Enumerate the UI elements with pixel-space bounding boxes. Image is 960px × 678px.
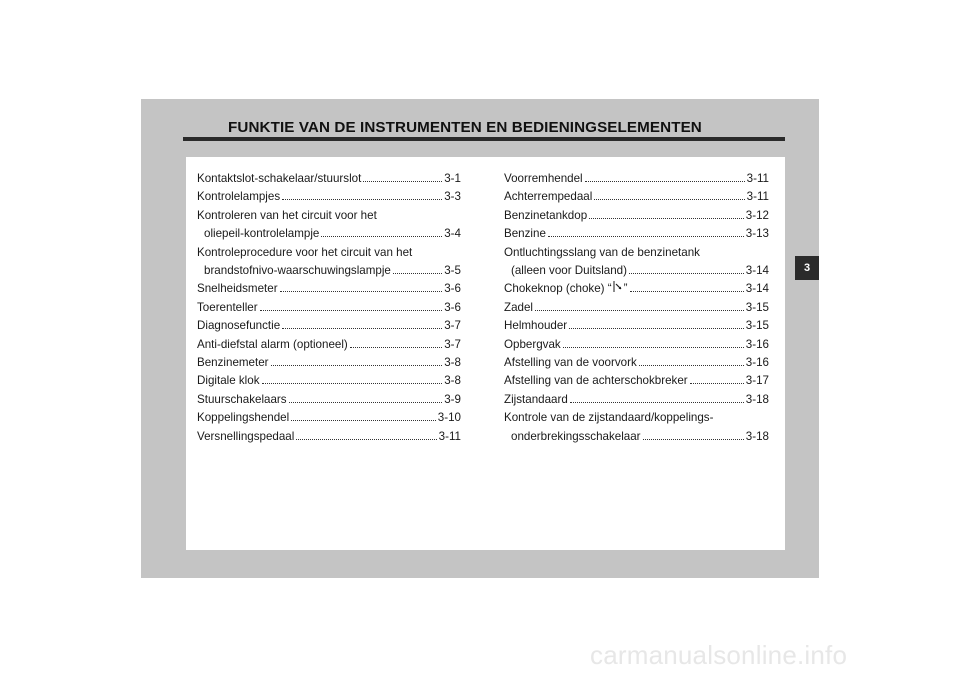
toc-leader-dots [289, 402, 443, 403]
toc-entry-label: onderbrekingsschakelaar [511, 429, 641, 443]
toc-leader-dots [630, 291, 744, 292]
toc-entry-label: Kontaktslot-schakelaar/stuurslot [197, 172, 362, 185]
toc-entry-label: Benzinemeter [197, 356, 269, 370]
toc-entry[interactable] [197, 262, 461, 280]
toc-leader-dots [282, 328, 442, 329]
toc-page-number: 3-15 [745, 319, 769, 333]
toc-entry-label: Opbergvak [504, 337, 561, 351]
toc-page-number: 3-10 [437, 411, 461, 425]
toc-entry-label: Toerenteller [197, 300, 258, 314]
toc-leader-dots [350, 347, 442, 348]
toc-entry[interactable] [504, 336, 769, 354]
toc-leader-dots [570, 402, 744, 403]
toc-page-number: 3-7 [444, 337, 461, 351]
toc-page-number: 3-8 [444, 374, 461, 388]
toc-entry[interactable] [197, 354, 461, 372]
toc-leader-dots [296, 439, 436, 440]
toc-page-number: 3-6 [444, 300, 461, 314]
toc-leader-dots [291, 420, 436, 421]
toc-entry-heading: Kontroleren van het circuit voor het [197, 208, 377, 222]
toc-page-number: 3-1 [444, 172, 461, 185]
toc-entry-label: Afstelling van de achterschokbreker [504, 374, 688, 388]
toc-leader-dots [282, 199, 442, 200]
toc-entry[interactable] [197, 317, 461, 335]
toc-page-number: 3-3 [444, 190, 461, 204]
toc-leader-dots [569, 328, 744, 329]
toc-leader-dots [629, 273, 744, 274]
toc-entry-label: Voorremhendel [504, 172, 583, 185]
toc-page-number: 3-12 [745, 208, 769, 222]
toc-entry-label: Zadel [504, 300, 534, 314]
toc-leader-dots [585, 181, 745, 182]
toc-leader-dots [535, 310, 744, 311]
toc-leader-dots [639, 365, 744, 366]
toc-leader-dots [594, 199, 744, 200]
toc-entry[interactable] [504, 280, 769, 298]
toc-panel [186, 157, 785, 550]
toc-entry-label: brandstofnivo-waarschuwingslampje [204, 264, 391, 278]
choke-icon [613, 280, 623, 291]
toc-entry-label-suffix: ” [623, 282, 628, 296]
toc-page-number: 3-11 [438, 429, 461, 443]
toc-entry-label: Diagnosefunctie [197, 319, 281, 333]
toc-entry-heading: Kontroleprocedure voor het circuit van het [197, 245, 413, 259]
toc-page-number: 3-11 [746, 190, 769, 204]
watermark-text: carmanualsonline.info [590, 640, 848, 670]
toc-page-number: 3-9 [444, 392, 461, 406]
toc-entry[interactable] [197, 372, 461, 390]
toc-entry[interactable] [504, 225, 769, 243]
toc-entry[interactable] [504, 170, 769, 188]
toc-entry-heading: Kontrole van de zijstandaard/koppelings- [504, 411, 714, 425]
toc-entry-label: oliepeil-kontrolelampje [204, 227, 320, 241]
toc-entry[interactable] [504, 207, 769, 225]
toc-entry-label: Afstelling van de voorvork [504, 356, 637, 370]
toc-page-number: 3-16 [745, 337, 769, 351]
toc-column-left [197, 170, 461, 446]
toc-entry-label: Helmhouder [504, 319, 568, 333]
toc-entry[interactable] [504, 428, 769, 446]
toc-leader-dots [321, 236, 442, 237]
toc-page-number: 3-4 [444, 227, 461, 241]
toc-page-number: 3-5 [444, 264, 461, 278]
toc-leader-dots [363, 181, 442, 182]
toc-entry[interactable] [504, 391, 769, 409]
toc-leader-dots [548, 236, 744, 237]
toc-entry[interactable] [197, 188, 461, 206]
toc-page-number: 3-7 [444, 319, 461, 333]
toc-entry-label: Achterrempedaal [504, 190, 593, 204]
toc-leader-dots [690, 383, 744, 384]
toc-leader-dots [393, 273, 442, 274]
toc-entry[interactable] [197, 391, 461, 409]
toc-column-right [504, 170, 769, 446]
toc-entry-label: Benzine [504, 227, 546, 241]
toc-page-number: 3-14 [745, 282, 769, 296]
toc-entry[interactable] [504, 299, 769, 317]
toc-entry[interactable] [504, 188, 769, 206]
toc-page-number: 3-14 [745, 264, 769, 278]
toc-entry[interactable] [197, 336, 461, 354]
toc-leader-dots [271, 365, 443, 366]
title-underline [183, 137, 785, 141]
toc-page-number: 3-6 [444, 282, 461, 296]
toc-leader-dots [643, 439, 744, 440]
toc-entry[interactable] [504, 317, 769, 335]
toc-entry[interactable] [197, 299, 461, 317]
toc-leader-dots [262, 383, 443, 384]
toc-page-number: 3-16 [745, 356, 769, 370]
toc-leader-dots [260, 310, 443, 311]
toc-entry-label: Snelheidsmeter [197, 282, 278, 296]
toc-entry[interactable] [197, 225, 461, 243]
toc-page-number: 3-13 [745, 227, 769, 241]
toc-entry[interactable] [197, 170, 461, 188]
chapter-tab[interactable]: 3 [795, 256, 819, 280]
toc-entry-heading: Ontluchtingsslang van de benzinetank [504, 245, 700, 259]
toc-entry-label: Anti-diefstal alarm (optioneel) [197, 337, 348, 351]
toc-entry-label: (alleen voor Duitsland) [511, 264, 627, 278]
toc-page-number: 3-15 [745, 300, 769, 314]
toc-entry-label: Zijstandaard [504, 392, 568, 406]
toc-entry-label: Koppelingshendel [197, 411, 290, 425]
toc-entry[interactable] [197, 280, 461, 298]
toc-entry-label: Versnellingspedaal [197, 429, 295, 443]
toc-page-number: 3-18 [745, 429, 769, 443]
toc-entry[interactable] [197, 428, 461, 446]
toc-page-number: 3-8 [444, 356, 461, 370]
toc-page-number: 3-17 [745, 374, 769, 388]
toc-leader-dots [589, 218, 744, 219]
toc-page-number: 3-18 [745, 392, 769, 406]
toc-entry[interactable] [197, 409, 461, 427]
toc-entry-label: Digitale klok [197, 374, 260, 388]
page-title: FUNKTIE VAN DE INSTRUMENTEN EN BEDIENINGSELEMENTEN [228, 119, 702, 136]
toc-entry-label: Benzinetankdop [504, 208, 588, 222]
toc-page-number: 3-11 [746, 172, 769, 185]
toc-entry-label: Stuurschakelaars [197, 392, 287, 406]
toc-entry-label: Chokeknop (choke) “ [504, 282, 612, 296]
toc-leader-dots [280, 291, 443, 292]
toc-entry[interactable] [504, 354, 769, 372]
toc-entry-label: Kontrolelampjes [197, 190, 281, 204]
toc-leader-dots [563, 347, 744, 348]
toc-entry[interactable] [504, 372, 769, 390]
toc-entry[interactable] [504, 262, 769, 280]
